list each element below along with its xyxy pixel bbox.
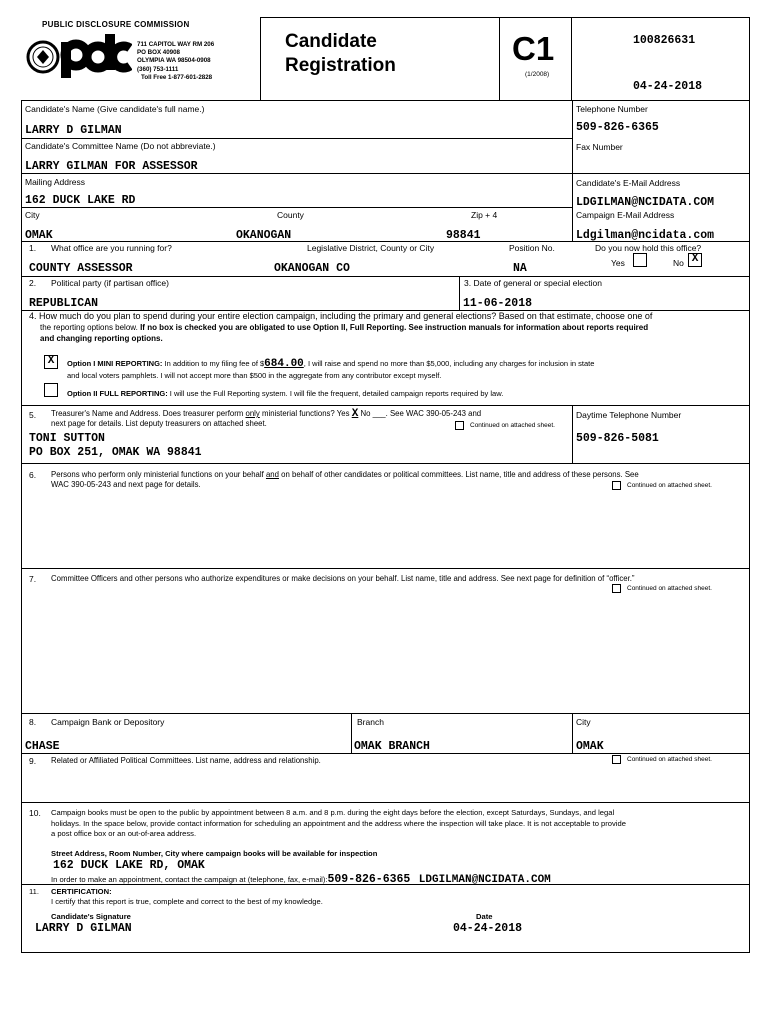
q5-question: Treasurer's Name and Address. Does treasurer perform only ministerial functions? Yes X No ___. See WAC 390-05-243 and next page for details. List deputy treasurers on attached sheet. [51,408,482,428]
zip-value: 98841 [446,229,481,242]
office-sought: COUNTY ASSESSOR [29,262,133,275]
q7-continued-label: Continued on attached sheet. [627,585,712,592]
bank-name: CHASE [25,740,60,753]
q11-number: 11. [29,887,39,896]
district-value: OKANOGAN CO [274,262,350,275]
candidate-email-label: Candidate's E-Mail Address [576,178,681,188]
treasurer-ministerial-yes: X [351,408,359,420]
zip-label: Zip + 4 [471,210,498,220]
org-address: 711 CAPITOL WAY RM 206 PO BOX 40908 OLYMPIA WA 98504-0908 (360) 753-1111 Toll Free 1-877-601-2828 [137,41,215,81]
doc-date: 04-24-2018 [633,80,703,93]
no-label: No [673,258,684,268]
treasurer-address: PO BOX 251, OMAK WA 98841 [29,446,202,459]
campaign-email: Ldgilman@ncidata.com [576,229,715,242]
city-label: City [25,210,40,220]
party-value: REPUBLICAN [29,297,99,310]
q9-number: 9. [29,756,37,766]
q6-continued-label: Continued on attached sheet. [627,482,712,489]
form-title: Candidate Registration [285,31,396,76]
telephone-value: 509-826-6365 [576,121,659,134]
campaign-email-label: Campaign E-Mail Address [576,210,675,220]
q10-number: 10. [29,808,41,818]
q2-number: 2. [29,278,37,288]
q9-question: Related or Affiliated Political Committees. List name, address and relationship. [51,756,321,765]
q6-continued-checkbox[interactable] [612,481,621,490]
city-value: OMAK [25,229,53,242]
q5-continued-checkbox[interactable] [455,421,464,430]
doc-number: 100826631 [633,34,696,47]
certification-heading: CERTIFICATION: [51,887,112,896]
q7-question: Committee Officers and other persons who authorize expenditures or make decisions on your behalf. List name, title and address. See next page for definition of “officer.” [51,574,635,583]
candidate-name: LARRY D GILMAN [25,124,122,137]
q8-number: 8. [29,717,37,727]
certification-date: 04-24-2018 [453,922,523,935]
bank-city-label: City [576,717,591,727]
q7-number: 7. [29,574,37,584]
option-1-checkbox[interactable]: X [44,355,58,369]
fax-label: Fax Number [576,142,623,152]
q9-continued-checkbox[interactable] [612,755,621,764]
yes-label: Yes [611,258,625,268]
mailing-address: 162 DUCK LAKE RD [25,194,136,207]
q9-continued-label: Continued on attached sheet. [627,756,712,763]
q6-number: 6. [29,470,37,480]
committee-name: LARRY GILMAN FOR ASSESSOR [25,160,198,173]
q2-label: Political party (if partisan office) [51,278,169,288]
signature-label: Candidate's Signature [51,912,131,921]
q4-question: 4. How much do you plan to spend during your entire election campaign, including the primary and general elections? Based on that estimate, choose one of [29,311,653,321]
q4-instructions: the reporting options below. If no box is checked you are obligated to use Option II, Full Reporting. See instruction manuals for information about reports required and changing reporting options. [40,323,649,343]
q10-question: Campaign books must be open to the public by appointment between 8 a.m. and 8 p.m. during the eight days before the election, except Saturdays, Sundays, and legal holidays. In the space below, provide contact information for scheduling an appointment and the address where the inspection will take place. It is not acceptable to provide a post office box or an out-of-area address. [51,808,626,838]
pdc-logo [24,30,132,84]
filing-fee: 684.00 [264,358,304,370]
telephone-label: Telephone Number [576,104,648,114]
treasurer-name: TONI SUTTON [29,432,105,445]
q1-number: 1. [29,243,37,253]
mailing-address-label: Mailing Address [25,177,86,187]
hold-office-no-checkbox[interactable]: X [688,253,702,267]
district-label: Legislative District, County or City [307,243,435,253]
form-version: (1/2008) [525,71,550,78]
q5-continued-label: Continued on attached sheet. [470,422,555,429]
form-code: C1 [512,30,555,67]
county-value: OKANOGAN [236,229,292,242]
hold-office-yes-checkbox[interactable] [633,253,647,267]
option-2-checkbox[interactable] [44,383,58,397]
certification-text: I certify that this report is true, complete and correct to the best of my knowledge. [51,897,323,906]
bank-label: Campaign Bank or Depository [51,717,165,727]
bank-city: OMAK [576,740,604,753]
q1-label: What office are you running for? [51,243,172,253]
candidate-name-label: Candidate's Name (Give candidate's full name.) [25,104,205,114]
books-address-label: Street Address, Room Number, City where campaign books will be available for inspection [51,849,378,858]
option-2-text: Option II FULL REPORTING: I will use the Full Reporting system. I will file the frequent, detailed campaign reports required by law. [67,389,504,398]
certification-date-label: Date [476,912,493,921]
treasurer-phone-label: Daytime Telephone Number [576,410,682,420]
appointment-contact: In order to make an appointment, contact the campaign at (telephone, fax, e-mail):509-826-6365 LDGILMAN@NCIDATA.COM [51,873,551,886]
org-name: PUBLIC DISCLOSURE COMMISSION [42,20,190,29]
position-value: NA [513,262,527,275]
candidate-email: LDGILMAN@NCIDATA.COM [576,196,715,209]
treasurer-phone: 509-826-5081 [576,432,659,445]
option-1-text: Option I MINI REPORTING: In addition to my filing fee of $684.00, I will raise and spend no more than $5,000, including any charges for inclusion in state and local voters pamphlets. I will not accept more than $500 in the aggregate from any contributor except myself. [67,358,595,380]
q3-label: 3. Date of general or special election [464,278,602,288]
branch-label: Branch [357,717,384,727]
q5-number: 5. [29,410,37,420]
appointment-email: LDGILMAN@NCIDATA.COM [418,874,551,886]
candidate-signature: LARRY D GILMAN [35,922,132,935]
appointment-phone: 509-826-6365 [327,873,411,886]
position-label: Position No. [509,243,555,253]
hold-office-label: Do you now hold this office? [595,243,702,253]
q7-continued-checkbox[interactable] [612,584,621,593]
books-address: 162 DUCK LAKE RD, OMAK [53,859,205,872]
branch-name: OMAK BRANCH [354,740,430,753]
county-label: County [277,210,304,220]
committee-name-label: Candidate's Committee Name (Do not abbreviate.) [25,141,216,151]
election-date: 11-06-2018 [463,297,533,310]
q6-question: Persons who perform only ministerial functions on your behalf and on behalf of other candidates or political committees. List name, title and address of these persons. See WAC 390-05-243 and next page for details. [51,470,639,489]
